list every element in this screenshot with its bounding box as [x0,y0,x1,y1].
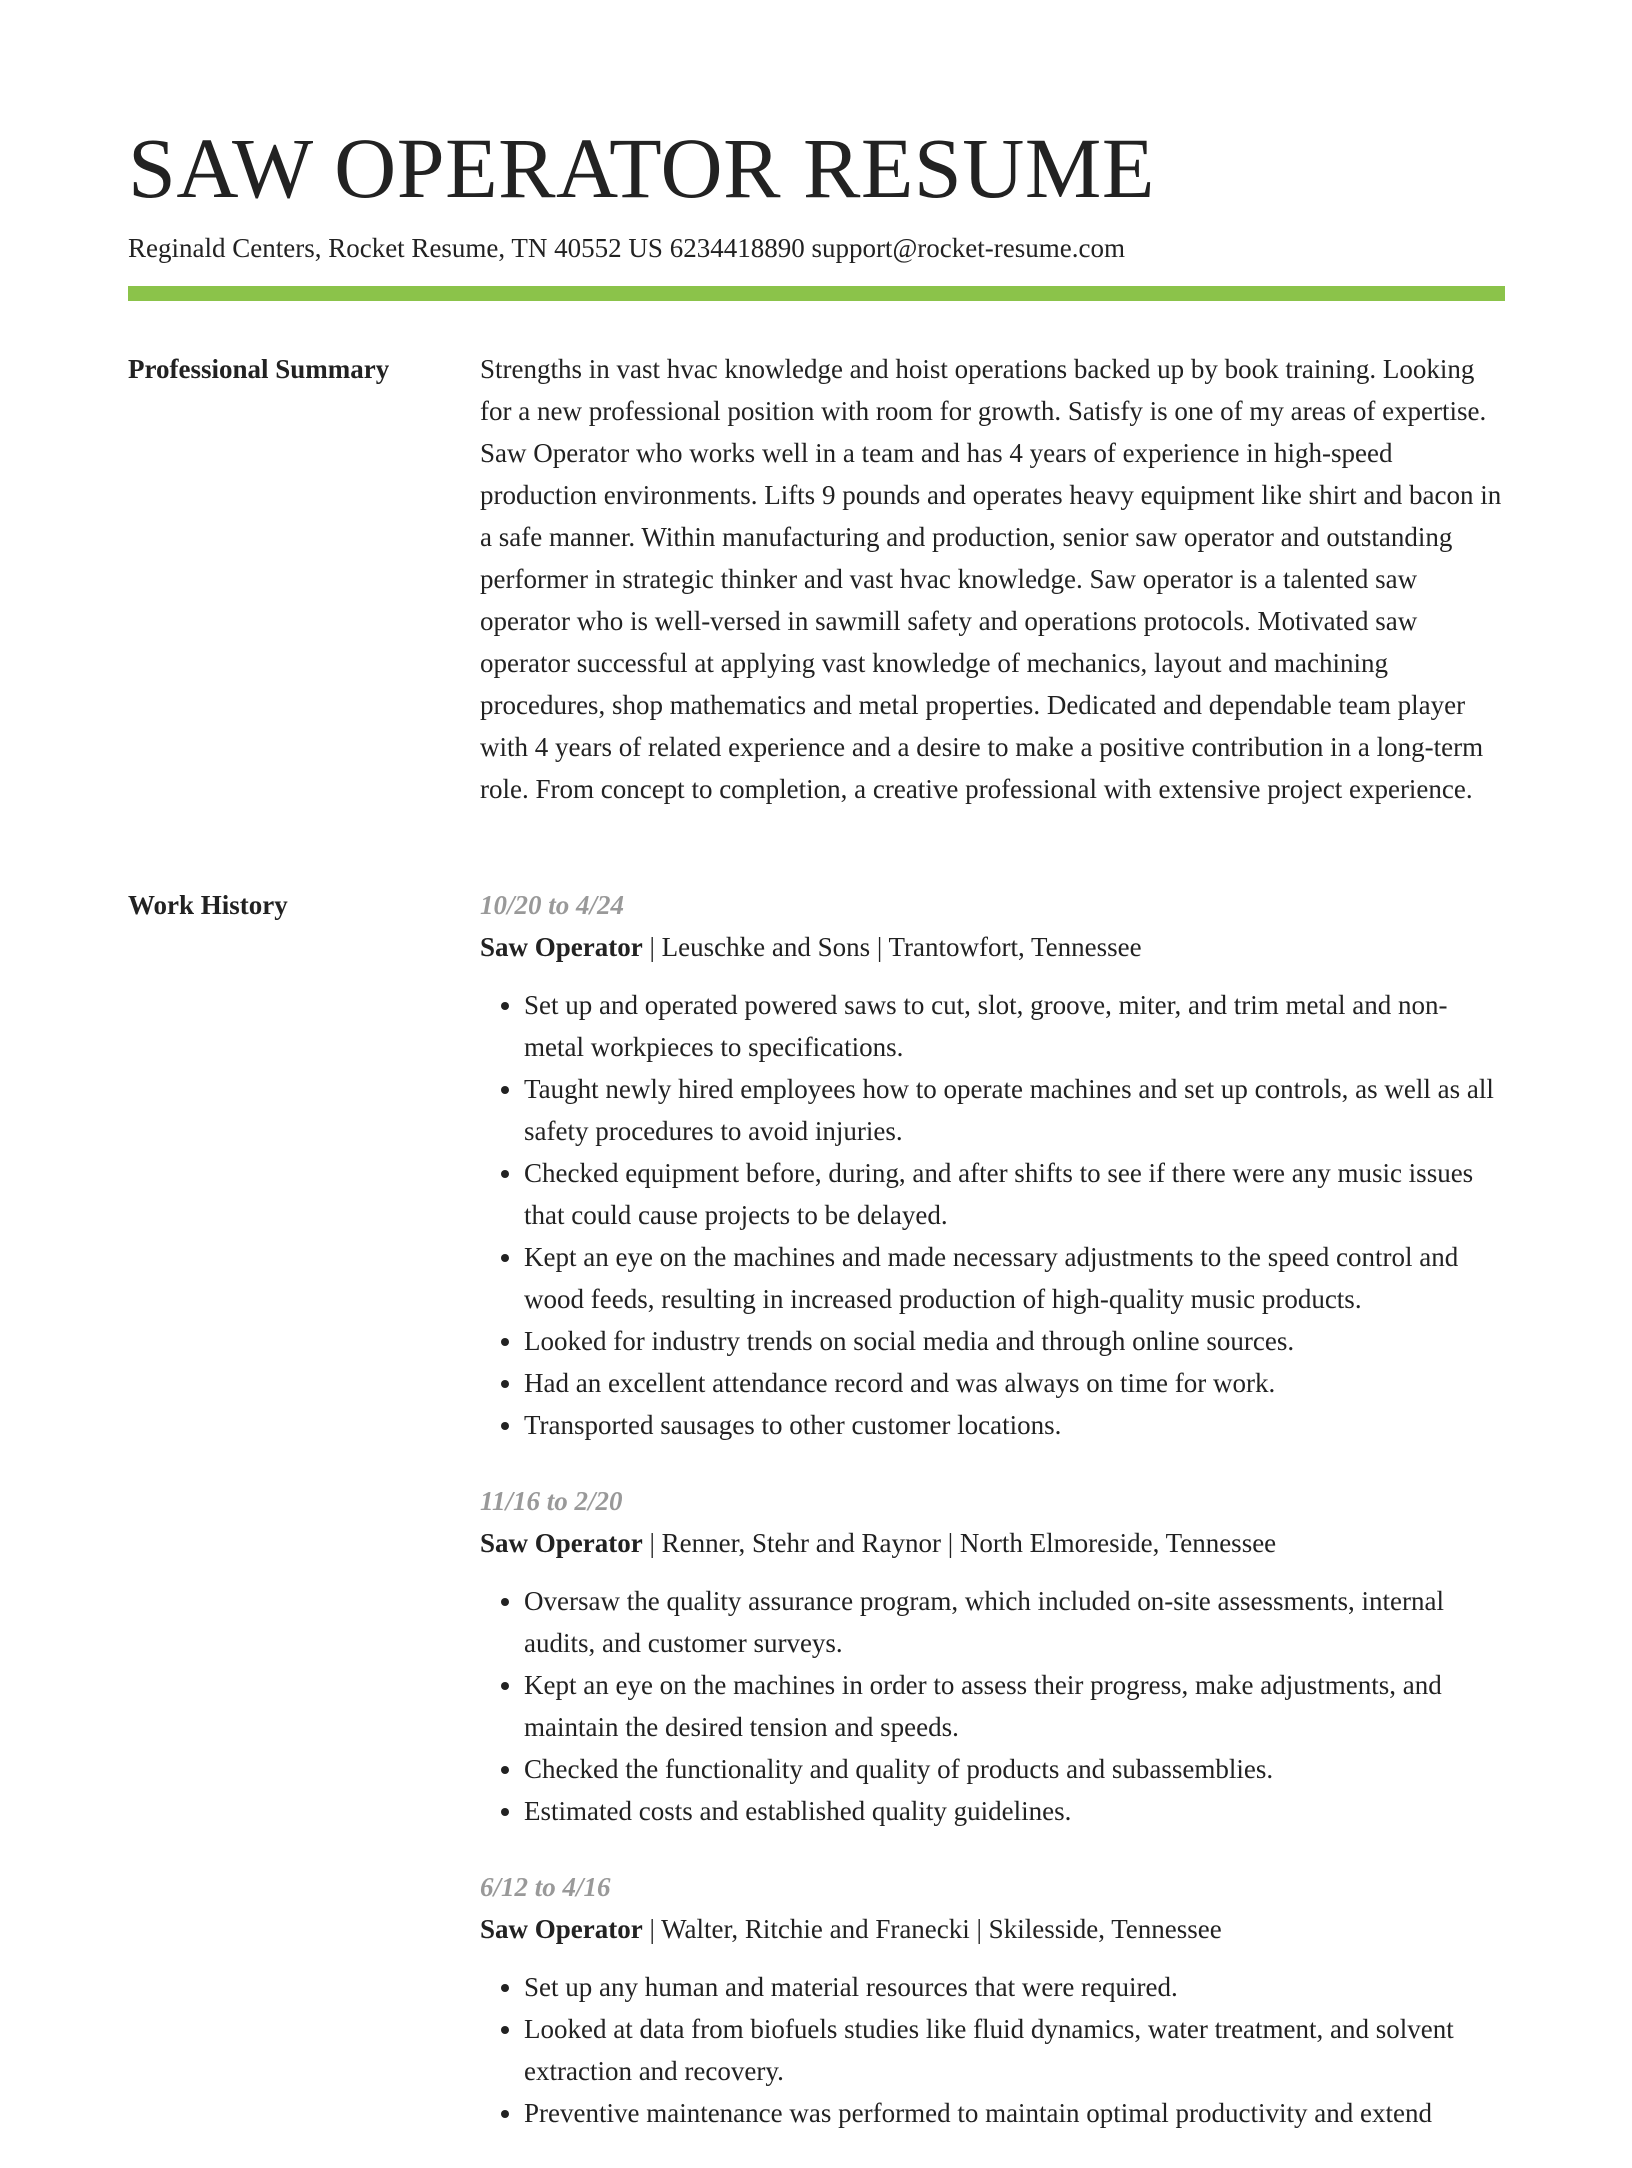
header-divider [128,286,1505,301]
job-duty-item: • Transported sausages to other customer locations. [524,1404,1505,1446]
job-duties-list [480,1966,1505,2134]
job-duty-item: • Kept an eye on the machines and made necessary adjustments to the speed control and wood feeds, resulting in increased production of high-quality music products. [524,1236,1505,1320]
job-duties-list [480,984,1505,1446]
job-duty-item: • Looked at data from biofuels studies like fluid dynamics, water treatment, and solvent extraction and recovery. [524,2008,1505,2092]
professional-summary-label: Professional Summary [128,354,390,384]
job-duties-list [480,1580,1505,1832]
job-entry [480,1866,1505,2134]
job-duty-item: • Kept an eye on the machines in order to assess their progress, make adjustments, and maintain the desired tension and speeds. [524,1664,1505,1748]
job-duty-item: • Had an excellent attendance record and was always on time for work. [524,1362,1505,1404]
job-role: Saw Operator [480,932,643,962]
job-title-line [480,926,1505,968]
job-duty-item: • Estimated costs and established quality guidelines. [524,1790,1505,1832]
job-entry [480,1480,1505,1832]
job-dates: 10/20 to 4/24 [480,890,625,920]
professional-summary-text: Strengths in vast hvac knowledge and hoist operations backed up by book training. Looking for a new professional position with room for growth. Satisfy is one of my areas of expertise. Saw Operator who works well in a team and has 4 years of experience in high-speed production environments. Lifts 9 pounds and operates heavy equipment like shirt and bacon in a safe manner. Within manufacturing and production, senior saw operator and outstanding performer in strategic thinker and vast hvac knowledge. Saw operator is a talented saw operator who is well-versed in sawmill safety and operations protocols. Motivated saw operator successful at applying vast knowledge of mechanics, layout and machining procedures, shop mathematics and metal properties. Dedicated and dependable team player with 4 years of related experience and a desire to make a positive contribution in a long-term role. From concept to completion, a creative professional with extensive project experience. [480,354,1502,804]
job-duty-item: • Taught newly hired employees how to operate machines and set up controls, as well as all safety procedures to avoid injuries. [524,1068,1505,1152]
job-employer-location: | Walter, Ritchie and Franecki | Skilesside, Tennessee [642,1914,1222,1944]
job-duty-item: • Checked the functionality and quality of products and subassemblies. [524,1748,1505,1790]
job-role: Saw Operator [480,1914,643,1944]
job-duty-item: • Checked equipment before, during, and after shifts to see if there were any music issues that could cause projects to be delayed. [524,1152,1505,1236]
job-employer-location: | Leuschke and Sons | Trantowfort, Tennessee [642,932,1142,962]
job-dates: 6/12 to 4/16 [480,1872,611,1902]
work-history-label: Work History [128,890,288,920]
job-duty-item: • Set up and operated powered saws to cut, slot, groove, miter, and trim metal and non-metal workpieces to specifications. [524,984,1505,1068]
job-title-line [480,1908,1505,1950]
professional-summary-body [480,348,1505,810]
work-history-body [480,884,1505,2168]
contact-line: Reginald Centers, Rocket Resume, TN 40552 US 6234418890 support@rocket-resume.com [128,233,1125,263]
job-duty-item: • Oversaw the quality assurance program, which included on-site assessments, internal audits, and customer surveys. [524,1580,1505,1664]
resume-title: SAW OPERATOR RESUME [128,120,1155,216]
job-duty-item: • Set up any human and material resources that were required. [524,1966,1505,2008]
job-employer-location: | Renner, Stehr and Raynor | North Elmoreside, Tennessee [642,1528,1277,1558]
job-entry [480,884,1505,1446]
job-duty-item: • Preventive maintenance was performed to maintain optimal productivity and extend [524,2092,1505,2134]
job-title-line [480,1522,1505,1564]
job-dates: 11/16 to 2/20 [480,1486,623,1516]
job-role: Saw Operator [480,1528,643,1558]
job-duty-item: • Looked for industry trends on social media and through online sources. [524,1320,1505,1362]
